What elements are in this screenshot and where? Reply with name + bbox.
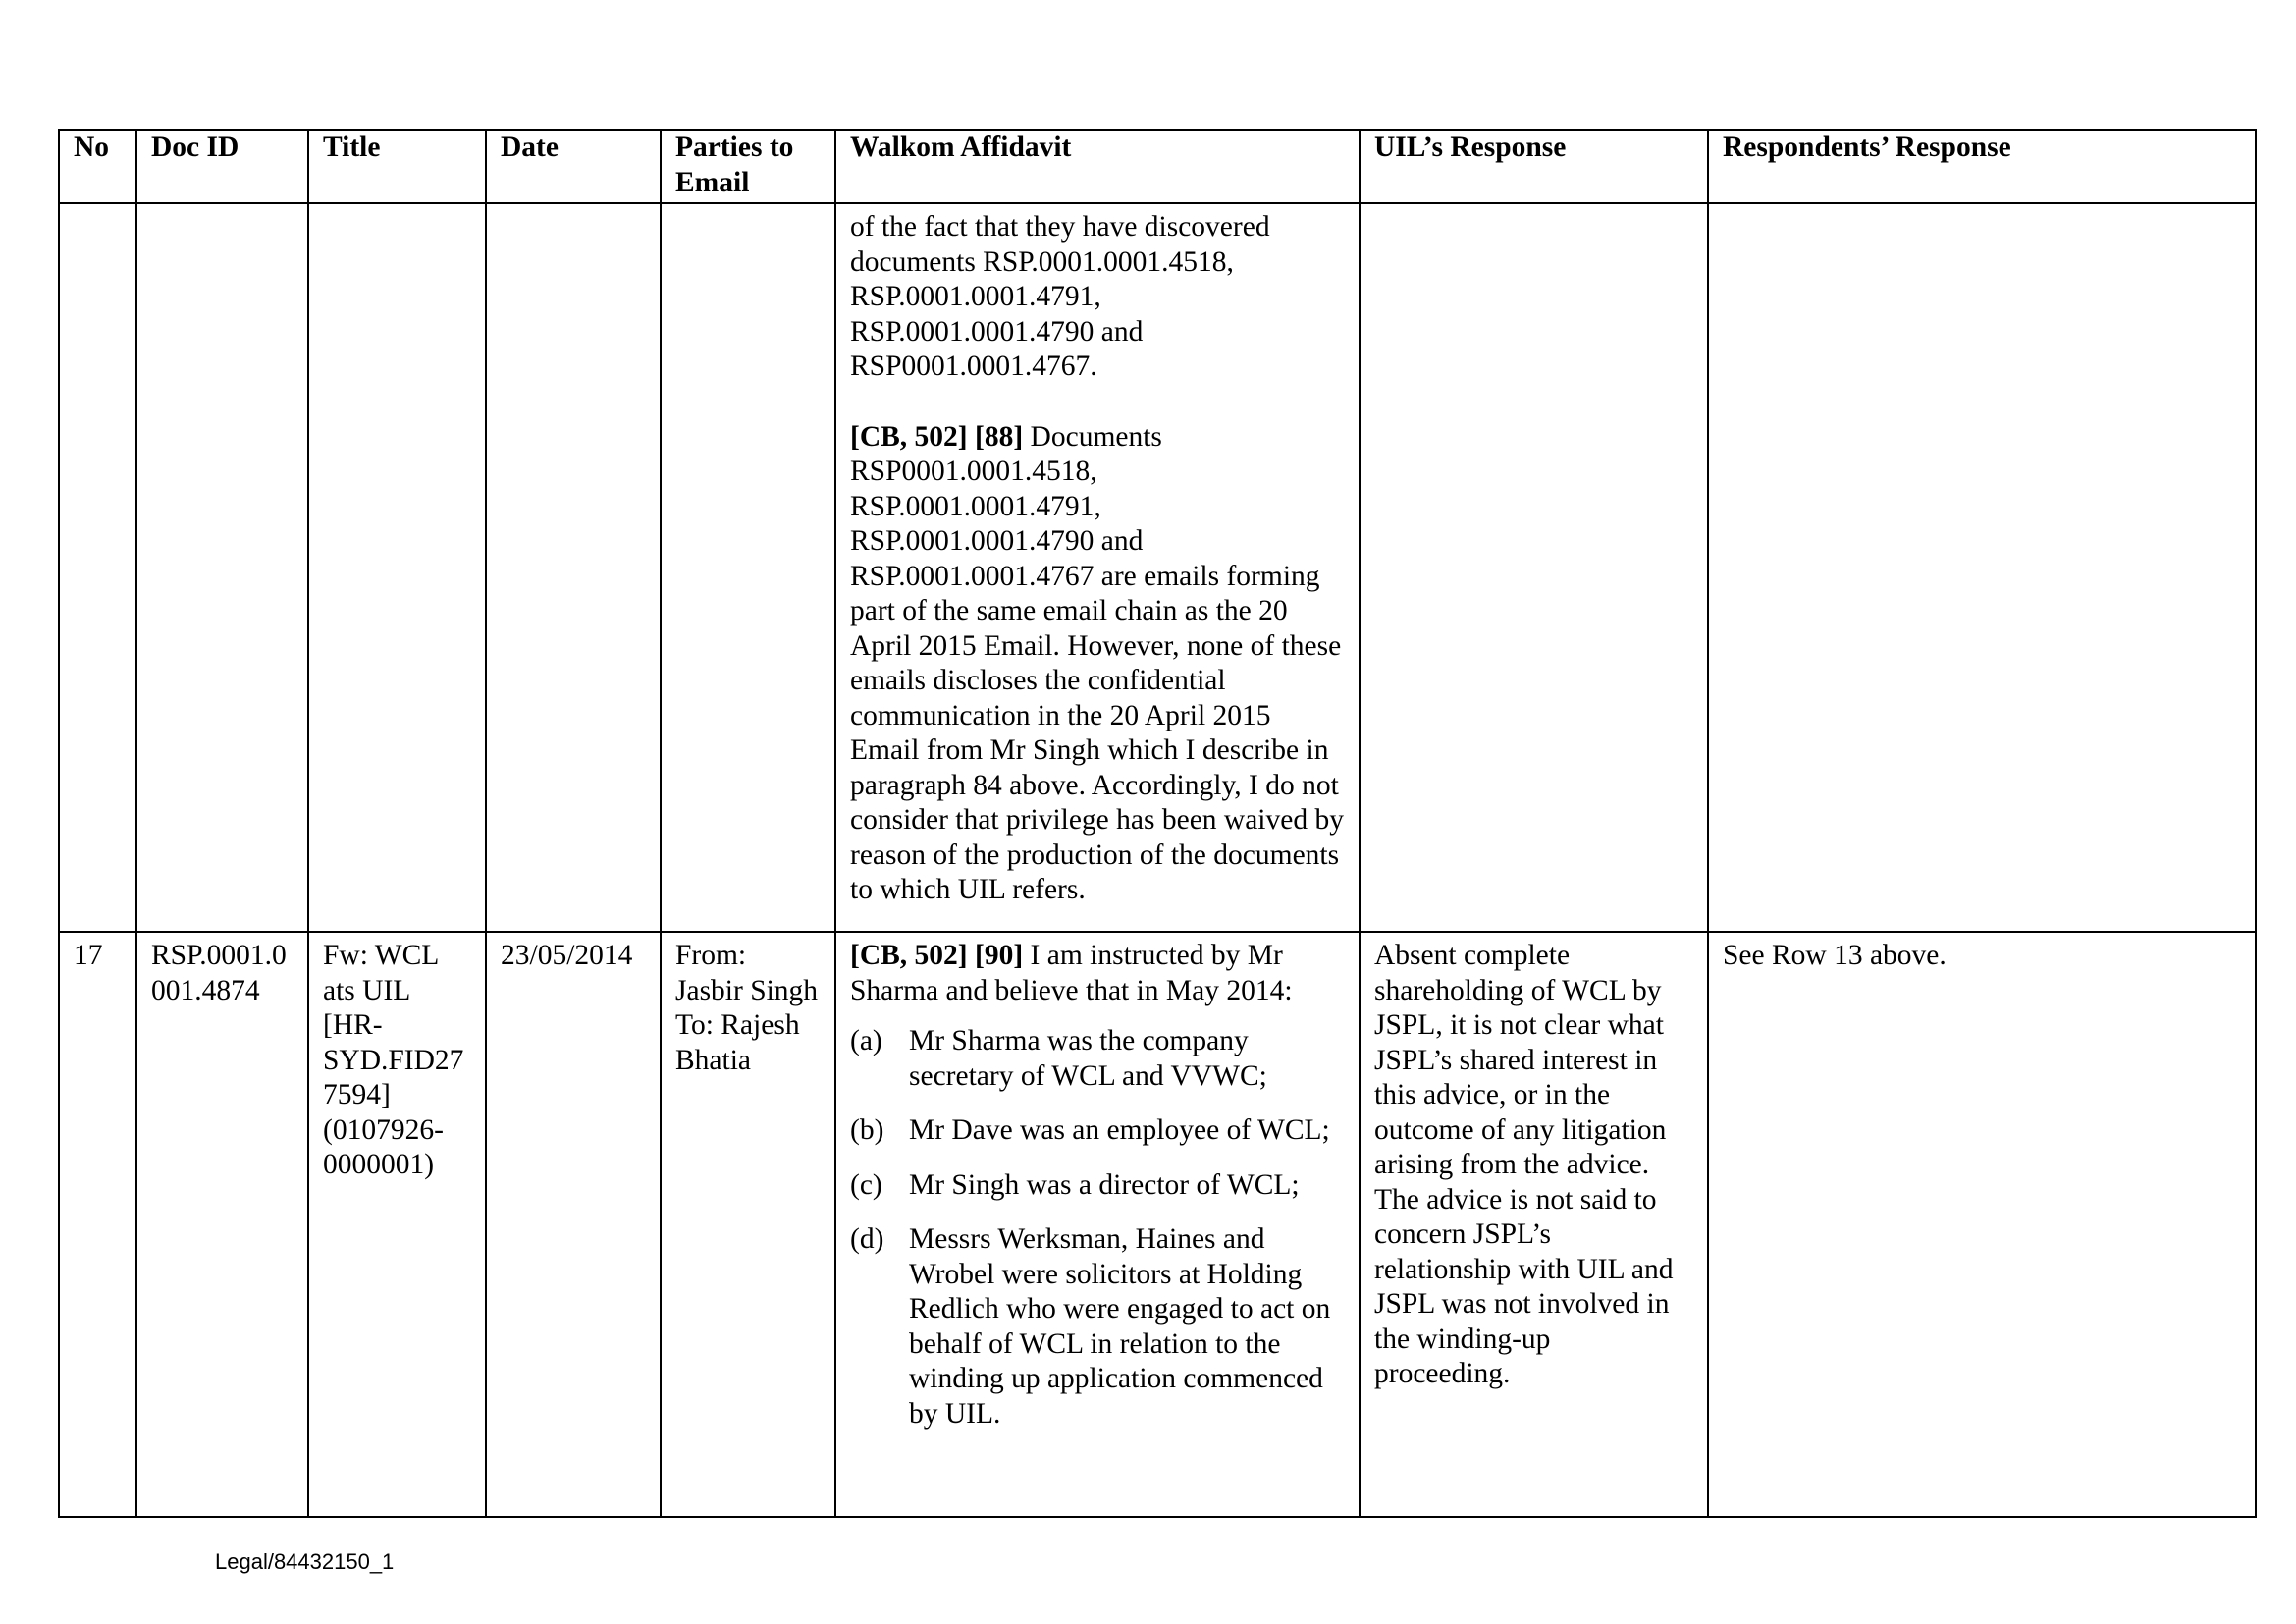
walkom-paragraph: of the fact that they have discovered documents RSP.0001.0001.4518, RSP.0001.0001.4791, RSP.0001.0001.4790 and RSP0001.0001.4767. <box>850 211 1270 382</box>
header-no: No <box>59 130 136 203</box>
cell-date <box>486 203 661 932</box>
walkom-paragraph-90 <box>850 939 1345 1008</box>
cell-date: 23/05/2014 <box>486 932 661 1517</box>
list-item-text: Mr Sharma was the company secretary of WCL and VVWC; <box>909 1025 1267 1092</box>
cell-parties <box>661 203 835 932</box>
court-book-reference: [CB, 502] <box>850 940 968 971</box>
walkom-paragraph-text: Documents RSP0001.0001.4518, RSP.0001.0001.4791, RSP.0001.0001.4790 and RSP.0001.0001.4767 are emails forming part of the same email chain as the 20 April 2015 Email. However, none of these emails discloses the confidential communication in the 20 April 2015 Email from Mr Singh which I describe in paragraph 84 above. Accordingly, I do not consider that privilege has been waived by reason of the production of the documents to which UIL refers. <box>850 420 1344 905</box>
list-item-label: (c) <box>850 1168 882 1201</box>
header-uil-response: UIL’s Response <box>1360 130 1708 203</box>
cell-no <box>59 203 136 932</box>
header-date: Date <box>486 130 661 203</box>
table-row-17 <box>59 932 2256 1517</box>
cell-title: Fw: WCL ats UIL [HR-SYD.FID277594] (0107926-0000001) <box>308 932 486 1517</box>
cell-title <box>308 203 486 932</box>
header-walkom-affidavit: Walkom Affidavit <box>835 130 1360 203</box>
list-item-text: Mr Singh was a director of WCL; <box>909 1168 1300 1201</box>
privilege-table <box>58 129 2257 1518</box>
list-item-text: Messrs Werksman, Haines and Wrobel were solicitors at Holding Redlich who were engaged to act on behalf of WCL in relation to the winding up application commenced by UIL. <box>909 1223 1331 1430</box>
walkom-list <box>850 1024 1345 1432</box>
cell-parties: From: Jasbir Singh To: Rajesh Bhatia <box>661 932 835 1517</box>
cell-doc-id: RSP.0001.0001.4874 <box>136 932 308 1517</box>
header-doc-id: Doc ID <box>136 130 308 203</box>
cell-uil-response <box>1360 203 1708 932</box>
document-reference-footer: Legal/84432150_1 <box>215 1549 395 1574</box>
header-title: Title <box>308 130 486 203</box>
list-item-label: (b) <box>850 1114 884 1146</box>
cell-walkom-affidavit <box>835 932 1360 1517</box>
cell-respondents-response: See Row 13 above. <box>1708 932 2256 1517</box>
list-item <box>850 1113 1345 1149</box>
cell-walkom-affidavit <box>835 203 1360 932</box>
court-book-reference: [CB, 502] <box>850 420 968 453</box>
paragraph-reference: [88] <box>975 420 1024 453</box>
walkom-intro-text: I am instructed by Mr Sharma and believe that in May 2014: <box>850 940 1293 1006</box>
list-item <box>850 1168 1345 1204</box>
list-item <box>850 1222 1345 1432</box>
cell-doc-id <box>136 203 308 932</box>
list-item-label: (a) <box>850 1025 882 1056</box>
cell-uil-response: Absent complete shareholding of WCL by JSPL, it is not clear what JSPL’s shared interest in this advice, or in the outcome of any litigation arising from the advice. The advice is not said to concern JSPL’s relationship with UIL and JSPL was not involved in the winding-up proceeding. <box>1360 932 1708 1517</box>
cell-no: 17 <box>59 932 136 1517</box>
list-item <box>850 1024 1345 1094</box>
walkom-paragraph-88 <box>850 420 1345 908</box>
header-parties: Parties to Email <box>661 130 835 203</box>
list-item-label: (d) <box>850 1223 884 1255</box>
cell-respondents-response <box>1708 203 2256 932</box>
table-row-continuation <box>59 203 2256 932</box>
header-respondents-response: Respondents’ Response <box>1708 130 2256 203</box>
table-header-row <box>59 130 2256 203</box>
list-item-text: Mr Dave was an employee of WCL; <box>909 1114 1330 1146</box>
paragraph-reference: [90] <box>975 940 1024 971</box>
